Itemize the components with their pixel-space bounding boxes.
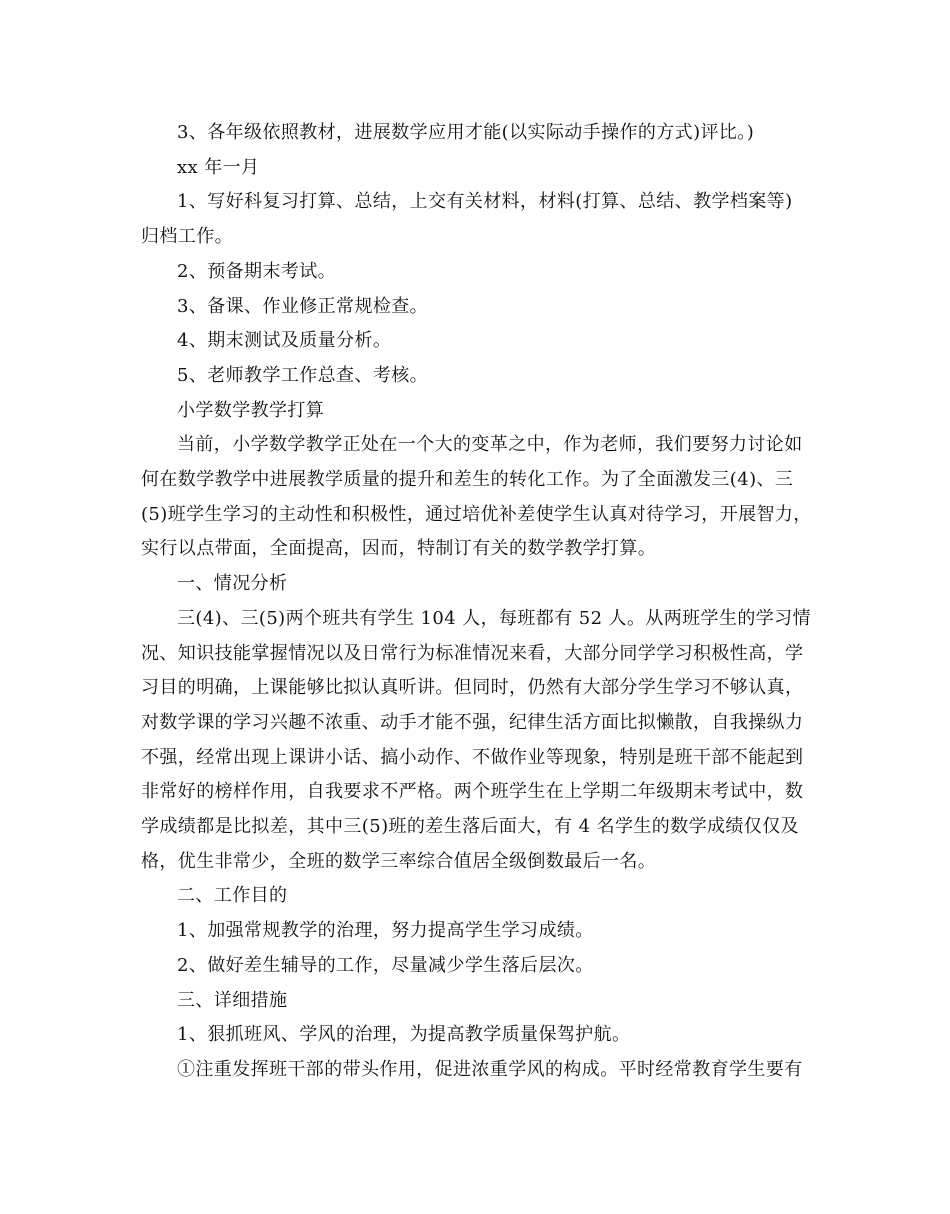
paragraph-line: 1、加强常规教学的治理，努力提高学生学习成绩。 [177, 920, 594, 942]
paragraph-line: 不强，经常出现上课讲小话、搞小动作、不做作业等现象，特别是班干部不能起到 [141, 746, 804, 768]
paragraph-line: 2、做好差生辅导的工作，尽量减少学生落后层次。 [177, 954, 594, 976]
paragraph-line: 4、期末测试及质量分析。 [177, 330, 392, 352]
paragraph-line: 学成绩都是比拟差，其中三(5)班的差生落后面大，有 4 名学生的数学成绩仅仅及 [141, 816, 799, 838]
paragraph-line: 1、写好科复习打算、总结，上交有关材料，材料(打算、总结、教学档案等) [177, 191, 793, 213]
paragraph-line: 3、各年级依照教材，进展数学应用才能(以实际动手操作的方式)评比。) [177, 122, 755, 143]
paragraph-line: 归档工作。 [141, 226, 233, 248]
paragraph-line: 2、预备期末考试。 [177, 260, 337, 282]
document-body [141, 116, 827, 1088]
paragraph-line: 格，优生非常少，全班的数学三率综合值居全级倒数最后一名。 [141, 850, 657, 872]
paragraph-line: 5、老师教学工作总查、考核。 [177, 364, 429, 386]
paragraph-line: 实行以点带面，全面提高，因而，特制订有关的数学教学打算。 [141, 538, 657, 560]
paragraph-line: 3、备课、作业修正常规检查。 [177, 295, 429, 317]
paragraph-line: ①注重发挥班干部的带头作用，促进浓重学风的构成。平时经常教育学生要有 [177, 1058, 803, 1080]
paragraph-line: 对数学课的学习兴趣不浓重、动手才能不强，纪律生活方面比拟懒散，自我操纵力 [141, 711, 804, 733]
paragraph-line: (5)班学生学习的主动性和积极性，通过培优补差使学生认真对待学习，开展智力， [141, 503, 812, 525]
section-heading: 三、详细措施 [177, 989, 288, 1011]
paragraph-line: 当前，小学数学教学正处在一个大的变革之中，作为老师，我们要努力讨论如 [177, 434, 803, 456]
paragraph-line: 1、狠抓班风、学风的治理，为提高教学质量保驾护航。 [177, 1024, 631, 1046]
paragraph-line: 况、知识技能掌握情况以及日常行为标准情况来看，大部分同学学习积极性高，学 [141, 642, 804, 664]
section-title: 小学数学教学打算 [177, 399, 325, 421]
paragraph-line: 何在数学教学中进展教学质量的提升和差生的转化工作。为了全面激发三(4)、三 [141, 469, 794, 491]
paragraph-line: 习目的明确，上课能够比拟认真听讲。但同时，仍然有大部分学生学习不够认真， [141, 677, 804, 699]
paragraph-line: 非常好的榜样作用，自我要求不严格。两个班学生在上学期二年级期末考试中，数 [141, 781, 804, 803]
paragraph-line: xx 年一月 [177, 156, 260, 178]
section-heading: 二、工作目的 [177, 885, 288, 907]
section-heading: 一、情况分析 [177, 573, 288, 595]
paragraph-line: 三(4)、三(5)两个班共有学生 104 人，每班都有 52 人。从两班学生的学习情 [177, 607, 811, 629]
